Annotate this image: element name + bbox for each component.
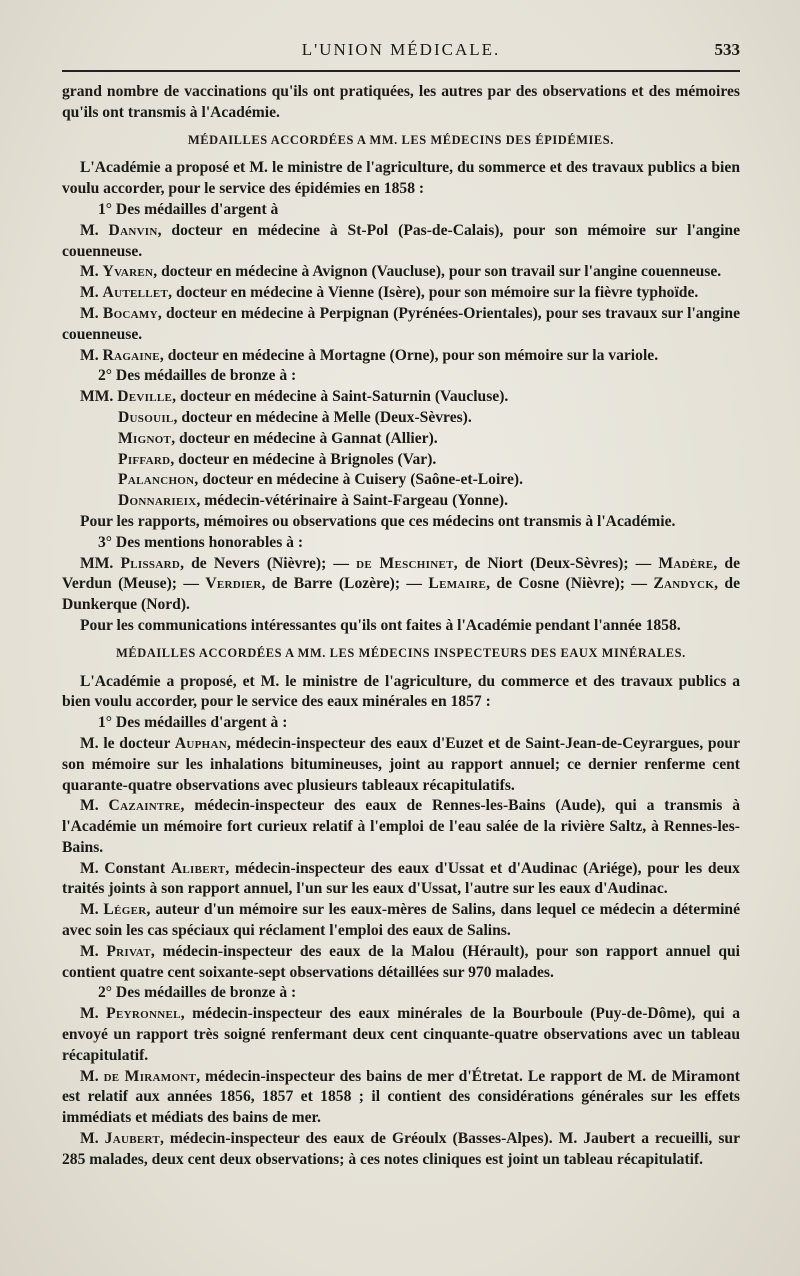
- award-entry: Donnarieix, médecin-vétérinaire à Saint-Fargeau (Yonne).: [118, 492, 508, 510]
- person-name: Lemaire: [428, 575, 487, 593]
- list-heading: 3° Des mentions honorables à :: [98, 533, 304, 551]
- award-entry: Mignot, docteur en médecine à Gannat (Allier).: [118, 429, 438, 447]
- header-rule: [62, 70, 740, 72]
- award-entry: M. Ragaine, docteur en médecine à Mortagne (Orne), pour son mémoire sur la variole.: [80, 346, 659, 364]
- section-heading: MÉDAILLES ACCORDÉES A MM. LES MÉDECINS DES ÉPIDÉMIES.: [188, 132, 614, 147]
- person-name: Peyronnel: [106, 1005, 181, 1023]
- person-name: Léger: [103, 901, 147, 919]
- person-name: Mignot: [118, 429, 172, 447]
- journal-title: L'UNION MÉDICALE.: [301, 40, 501, 59]
- person-name: Zandyck: [653, 575, 715, 593]
- paragraph: L'Académie a proposé, et M. le ministre de l'agriculture, du commerce et des travaux publics a bien voulu accorder, pour le service des eaux minérales en 1857 :: [62, 672, 740, 711]
- person-name: de Miramont: [103, 1067, 197, 1085]
- person-name: Dusouil: [118, 408, 174, 426]
- person-name: Deville: [117, 388, 173, 406]
- person-name: Cazaintre: [108, 797, 181, 815]
- paragraph: grand nombre de vaccinations qu'ils ont pratiquées, les autres par des observations et des mémoires qu'ils ont transmis à l'Académie.: [62, 83, 740, 121]
- award-entry: MM. Deville, docteur en médecine à Saint-Saturnin (Vaucluse).: [80, 388, 509, 406]
- person-name: Privat: [106, 942, 151, 960]
- list-heading: 2° Des médailles de bronze à :: [98, 984, 297, 1002]
- person-name: Donnarieix: [118, 492, 197, 510]
- award-entry: M. Danvin, docteur en médecine à St-Pol (Pas-de-Calais), pour son mémoire sur l'angine couenneuse.: [62, 221, 740, 260]
- person-name: Jaubert: [104, 1130, 160, 1148]
- page-number: 533: [714, 40, 740, 59]
- body-text: [62, 82, 740, 1171]
- award-entry: M. Jaubert, médecin-inspecteur des eaux de Gréoulx (Basses-Alpes). M. Jaubert a recueilli, sur 285 malades, deux cent deux observations; à ces notes cliniques est joint un tableau récapitulatif.: [62, 1130, 740, 1168]
- running-header: [62, 40, 740, 70]
- award-entry: M. Privat, médecin-inspecteur des eaux de la Malou (Hérault), pour son rapport annuel qui contient quatre cent soixante-sept observations détaillées sur 970 malades.: [62, 942, 741, 981]
- person-name: Alibert: [170, 859, 226, 877]
- list-heading: 1° Des médailles d'argent à: [98, 200, 279, 218]
- award-entry: Piffard, docteur en médecine à Brignoles (Var).: [118, 450, 437, 468]
- list-heading: 1° Des médailles d'argent à :: [98, 714, 288, 732]
- award-entry: M. de Miramont, médecin-inspecteur des bains de mer d'Étretat. Le rapport de M. de Miramont est relatif aux années 1856, 1857 et 1858 ; il contient des considérations générales sur les effets immédiats et médiats des bains de mer.: [62, 1067, 741, 1127]
- person-name: de Meschinet: [356, 554, 454, 572]
- person-name: Yvaren: [102, 263, 154, 281]
- award-entry: M. Constant Alibert, médecin-inspecteur des eaux d'Ussat et d'Audinac (Ariége), pour les deux traités joints à son rapport annuel, l'un sur les eaux d'Ussat, l'autre sur les eaux d'Audinac.: [62, 859, 740, 898]
- person-name: Bocamy: [102, 304, 158, 322]
- mentions-paragraph: MM. Plissard, de Nevers (Nièvre); — de Meschinet, de Niort (Deux-Sèvres); — Madère, de Verdun (Meuse); — Verdier, de Barre (Lozère); — Lemaire, de Cosne (Nièvre); — Zandyck, de Dunkerque (Nord).: [62, 554, 741, 614]
- award-entry: Dusouil, docteur en médecine à Melle (Deux-Sèvres).: [118, 408, 472, 426]
- paragraph: Pour les rapports, mémoires ou observations que ces médecins ont transmis à l'Académie.: [80, 512, 676, 530]
- award-entry: Palanchon, docteur en médecine à Cuisery (Saône-et-Loire).: [118, 471, 523, 489]
- section-heading: MÉDAILLES ACCORDÉES A MM. LES MÉDECINS INSPECTEURS DES EAUX MINÉRALES.: [116, 645, 686, 660]
- award-entry: M. Bocamy, docteur en médecine à Perpignan (Pyrénées-Orientales), pour ses travaux sur l'angine couenneuse.: [62, 304, 741, 343]
- award-entry: M. Léger, auteur d'un mémoire sur les eaux-mères de Salins, dans lequel ce médecin a déterminé avec soin les cas spéciaux qui réclament l'emploi des eaux de Salins.: [62, 901, 741, 940]
- award-entry: M. le docteur Auphan, médecin-inspecteur des eaux d'Euzet et de Saint-Jean-de-Ceyrargues, pour son mémoire sur les inhalations bitumineuses, joint au rapport annuel; ce dernier renferme cent quarante-quatre observations avec plusieurs tableaux récapitulatifs.: [62, 734, 741, 794]
- person-name: Palanchon: [118, 471, 195, 489]
- award-entry: M. Yvaren, docteur en médecine à Avignon (Vaucluse), pour son travail sur l'angine couenneuse.: [80, 263, 722, 281]
- person-name: Madère: [658, 554, 714, 572]
- award-entry: M. Autellet, docteur en médecine à Vienne (Isère), pour son mémoire sur la fièvre typhoïde.: [80, 284, 699, 302]
- person-name: Danvin: [108, 221, 158, 239]
- list-heading: 2° Des médailles de bronze à :: [98, 367, 297, 385]
- award-entry: M. Peyronnel, médecin-inspecteur des eaux minérales de la Bourboule (Puy-de-Dôme), qui a envoyé un rapport très soigné renfermant deux cent cinquante-quatre observations avec un tableau récapitulatif.: [62, 1005, 740, 1064]
- paragraph: Pour les communications intéressantes qu'ils ont faites à l'Académie pendant l'année 1858.: [80, 616, 681, 634]
- person-name: Piffard: [118, 450, 171, 468]
- award-entry: M. Cazaintre, médecin-inspecteur des eaux de Rennes-les-Bains (Aude), qui a transmis à l'Académie un mémoire fort curieux relatif à l'emploi de l'eau salée de la rivière Saltz, à Rennes-les-Bains.: [62, 797, 741, 856]
- person-name: Ragaine: [102, 346, 160, 364]
- person-name: Plissard: [120, 554, 181, 572]
- paragraph: L'Académie a proposé et M. le ministre de l'agriculture, du sommerce et des travaux publics a bien voulu accorder, pour le service des épidémies en 1858 :: [62, 159, 740, 198]
- person-name: Autellet: [102, 284, 169, 302]
- person-name: Verdier: [205, 575, 262, 593]
- person-name: Auphan: [174, 734, 228, 752]
